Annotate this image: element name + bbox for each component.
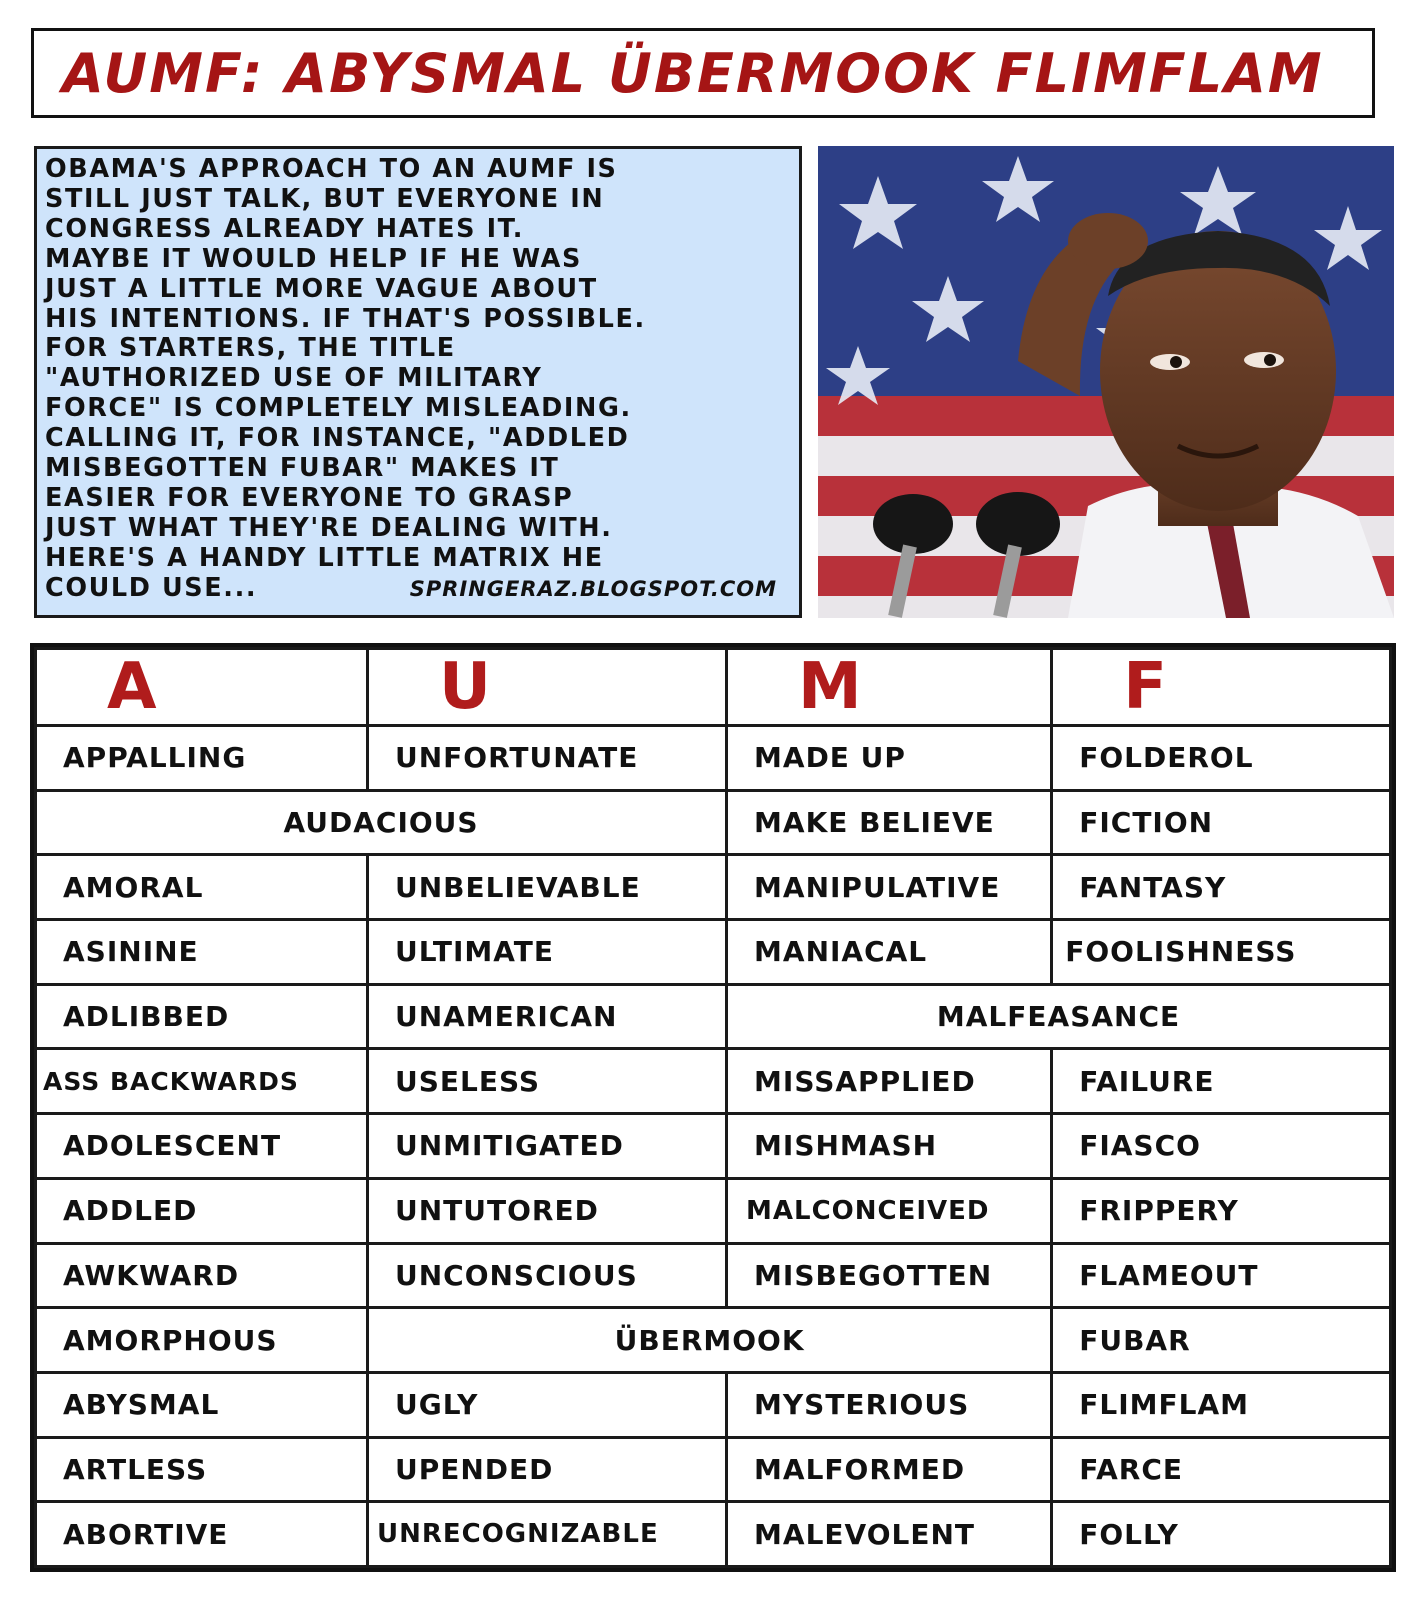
cell-m: MANIPULATIVE xyxy=(727,855,1052,920)
cell-u: UNAMERICAN xyxy=(367,984,726,1049)
cell-mf: MALFEASANCE xyxy=(727,984,1391,1049)
header-m: M xyxy=(727,649,1052,726)
cell-a: ADOLESCENT xyxy=(36,1114,368,1179)
table-row xyxy=(36,1308,1391,1373)
cell-m: MISHMASH xyxy=(727,1114,1052,1179)
cell-f: FOLDEROL xyxy=(1052,726,1391,791)
cell-au: AUDACIOUS xyxy=(36,790,727,855)
cell-m: MANIACAL xyxy=(727,920,1052,985)
cell-a: ASS BACKWARDS xyxy=(36,1049,368,1114)
header-a: A xyxy=(36,649,368,726)
cell-f: FOLLY xyxy=(1052,1502,1391,1567)
table-row xyxy=(36,984,1391,1049)
cell-a: AMORAL xyxy=(36,855,368,920)
cell-f: FLIMFLAM xyxy=(1052,1372,1391,1437)
cell-a: AMORPHOUS xyxy=(36,1308,368,1373)
photo-obama-flag xyxy=(818,146,1394,618)
table-row xyxy=(36,1114,1391,1179)
cell-a: APPALLING xyxy=(36,726,368,791)
table-row xyxy=(36,790,1391,855)
cell-f: FUBAR xyxy=(1052,1308,1391,1373)
cell-f: FLAMEOUT xyxy=(1052,1243,1391,1308)
cell-m: MALEVOLENT xyxy=(727,1502,1052,1567)
cell-m: MALFORMED xyxy=(727,1437,1052,1502)
cell-f: FIASCO xyxy=(1052,1114,1391,1179)
photo-illustration xyxy=(818,146,1394,618)
cell-a: AWKWARD xyxy=(36,1243,368,1308)
cell-m: MYSTERIOUS xyxy=(727,1372,1052,1437)
cell-u: UNTUTORED xyxy=(367,1178,726,1243)
table-row xyxy=(36,1049,1391,1114)
cell-u: ULTIMATE xyxy=(367,920,726,985)
page-title: AUMF: ABYSMAL ÜBERMOOK FLIMFLAM xyxy=(62,41,1324,105)
cell-a: ARTLESS xyxy=(36,1437,368,1502)
cell-u: UGLY xyxy=(367,1372,726,1437)
cell-f: FANTASY xyxy=(1052,855,1391,920)
cell-u: UNBELIEVABLE xyxy=(367,855,726,920)
cell-u: UNFORTUNATE xyxy=(367,726,726,791)
cell-f: FAILURE xyxy=(1052,1049,1391,1114)
table-row xyxy=(36,1178,1391,1243)
cell-m: MAKE BELIEVE xyxy=(727,790,1052,855)
table-row xyxy=(36,1437,1391,1502)
table-row xyxy=(36,1502,1391,1567)
cell-u: UNRECOGNIZABLE xyxy=(367,1502,726,1567)
cell-m: MISSAPPLIED xyxy=(727,1049,1052,1114)
cell-m: MADE UP xyxy=(727,726,1052,791)
cell-a: ADLIBBED xyxy=(36,984,368,1049)
table-row xyxy=(36,920,1391,985)
cell-f: FICTION xyxy=(1052,790,1391,855)
word-matrix-table xyxy=(34,647,1392,1568)
cell-u: UNMITIGATED xyxy=(367,1114,726,1179)
cell-f: FARCE xyxy=(1052,1437,1391,1502)
table-row xyxy=(36,1372,1391,1437)
header-f: F xyxy=(1052,649,1391,726)
cell-a: ADDLED xyxy=(36,1178,368,1243)
cell-u: UPENDED xyxy=(367,1437,726,1502)
header-u: U xyxy=(367,649,726,726)
table-row xyxy=(36,1243,1391,1308)
aumf-matrix xyxy=(30,643,1396,1572)
cell-f: FOOLISHNESS xyxy=(1052,920,1391,985)
cell-u: USELESS xyxy=(367,1049,726,1114)
cell-a: ABYSMAL xyxy=(36,1372,368,1437)
caption-panel xyxy=(34,146,802,618)
cell-m: MALCONCEIVED xyxy=(727,1178,1052,1243)
header-row xyxy=(36,649,1391,726)
cell-um: ÜBERMOOK xyxy=(367,1308,1051,1373)
blog-credit: SPRINGERAZ.BLOGSPOT.COM xyxy=(409,577,777,601)
cell-a: ABORTIVE xyxy=(36,1502,368,1567)
caption-text: OBAMA'S APPROACH TO AN AUMF IS STILL JUST TALK, BUT EVERYONE IN CONGRESS ALREADY HATES IT. MAYBE IT WOULD HELP IF HE WAS JUST A LITTLE MORE VAGUE ABOUT HIS INTENTIONS. IF THAT'S POSSIBLE. FOR STARTERS, THE TITLE "AUTHORIZED USE OF MILITARY FORCE" IS COMPLETELY MISLEADING. CALLING IT, FOR INSTANCE, "ADDLED MISBEGOTTEN FUBAR" MAKES IT EASIER FOR EVERYONE TO GRASP JUST WHAT THEY'RE DEALING WITH. HERE'S A HANDY LITTLE MATRIX HE COULD USE... xyxy=(45,154,646,603)
cell-m: MISBEGOTTEN xyxy=(727,1243,1052,1308)
cell-a: ASININE xyxy=(36,920,368,985)
cell-f: FRIPPERY xyxy=(1052,1178,1391,1243)
title-banner xyxy=(31,28,1375,118)
cell-u: UNCONSCIOUS xyxy=(367,1243,726,1308)
table-row xyxy=(36,726,1391,791)
table-row xyxy=(36,855,1391,920)
